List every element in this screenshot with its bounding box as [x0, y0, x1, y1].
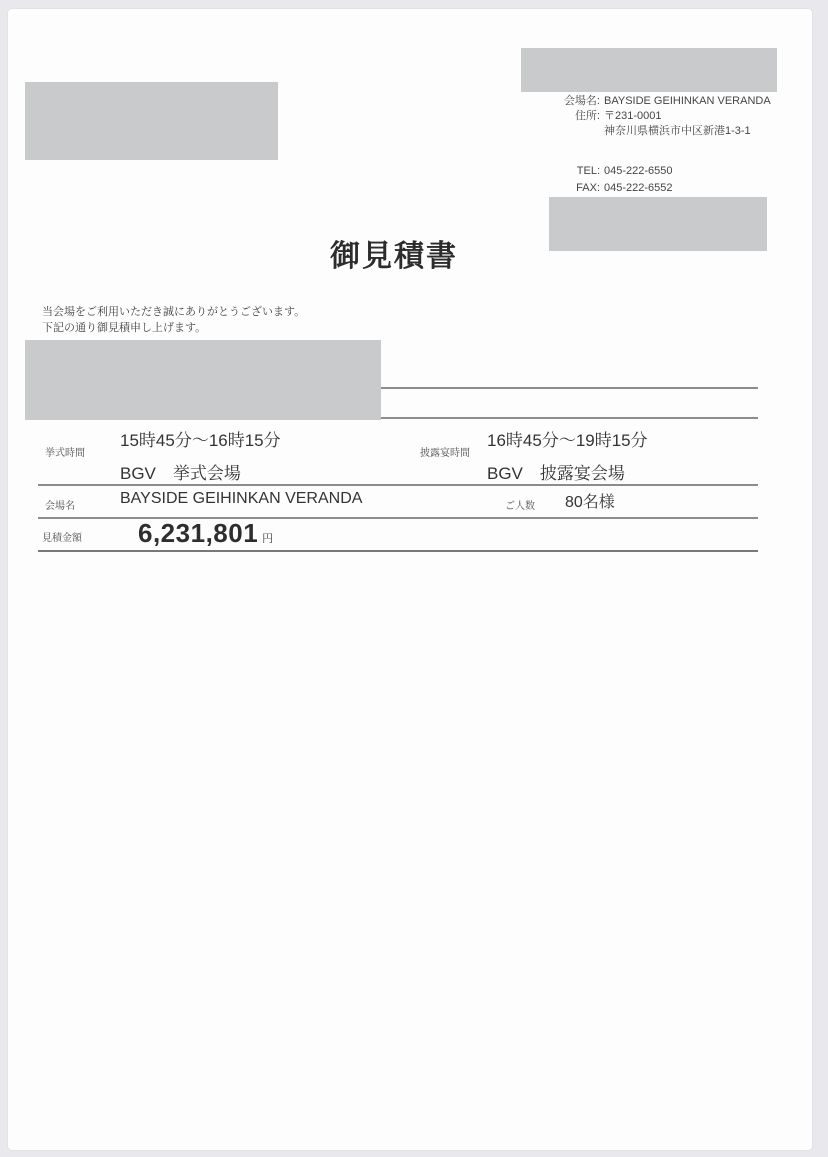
venue-address-spacer [520, 124, 600, 139]
fax-label: FAX: [576, 182, 600, 194]
venue-address-row2 [520, 124, 771, 139]
redacted-block-header-right [521, 48, 777, 92]
fax-value: 045-222-6552 [604, 182, 673, 194]
redacted-block-recipient [25, 82, 278, 160]
total-amount-unit: 円 [262, 533, 274, 545]
venue-tel-row [520, 163, 673, 180]
venue-row-value: BAYSIDE GEIHINKAN VERANDA [120, 490, 363, 507]
tel-value: 045-222-6550 [604, 165, 673, 177]
greeting-text [42, 304, 305, 336]
venue-name-row [520, 94, 771, 109]
venue-row-label: 会場名 [45, 501, 75, 512]
venue-fax-row [520, 180, 673, 197]
total-amount-value: 6,231,801 [138, 518, 259, 548]
guests-value: 80名様 [565, 494, 615, 511]
venue-name-value: BAYSIDE GEIHINKAN VERANDA [604, 95, 771, 107]
page-sheet [7, 8, 813, 1151]
reception-time-label: 披露宴時間 [420, 448, 470, 459]
redacted-block-customer-info [25, 340, 381, 420]
table-rule-3 [38, 484, 758, 486]
total-amount-label: 見積金額 [42, 533, 82, 544]
ceremony-venue-value: BGV 挙式会場 [120, 464, 241, 483]
ceremony-time-label: 挙式時間 [45, 448, 85, 459]
reception-venue-value: BGV 披露宴会場 [487, 464, 625, 483]
greeting-line2: 下記の通り御見積申し上げます。 [42, 322, 207, 334]
total-amount-row [138, 518, 273, 549]
tel-label: TEL: [576, 165, 600, 177]
greeting-line1: 当会場をご利用いただき誠にありがとうございます。 [42, 306, 306, 318]
venue-address-value: 神奈川県横浜市中区新港1-3-1 [604, 125, 751, 137]
venue-address-label: 住所: [574, 110, 600, 122]
table-rule-bottom [38, 550, 758, 552]
venue-info-block [520, 94, 771, 139]
guests-label: ご人数 [505, 501, 535, 512]
ceremony-time-value: 15時45分〜16時15分 [120, 431, 281, 450]
venue-name-label: 会場名: [563, 95, 600, 107]
reception-time-value: 16時45分〜19時15分 [487, 431, 648, 450]
venue-address-row [520, 109, 771, 124]
document-title: 御見積書 [330, 240, 458, 273]
venue-contact-block [520, 163, 673, 197]
venue-postal-value: 〒231-0001 [604, 110, 662, 122]
redacted-block-contact [549, 197, 767, 251]
